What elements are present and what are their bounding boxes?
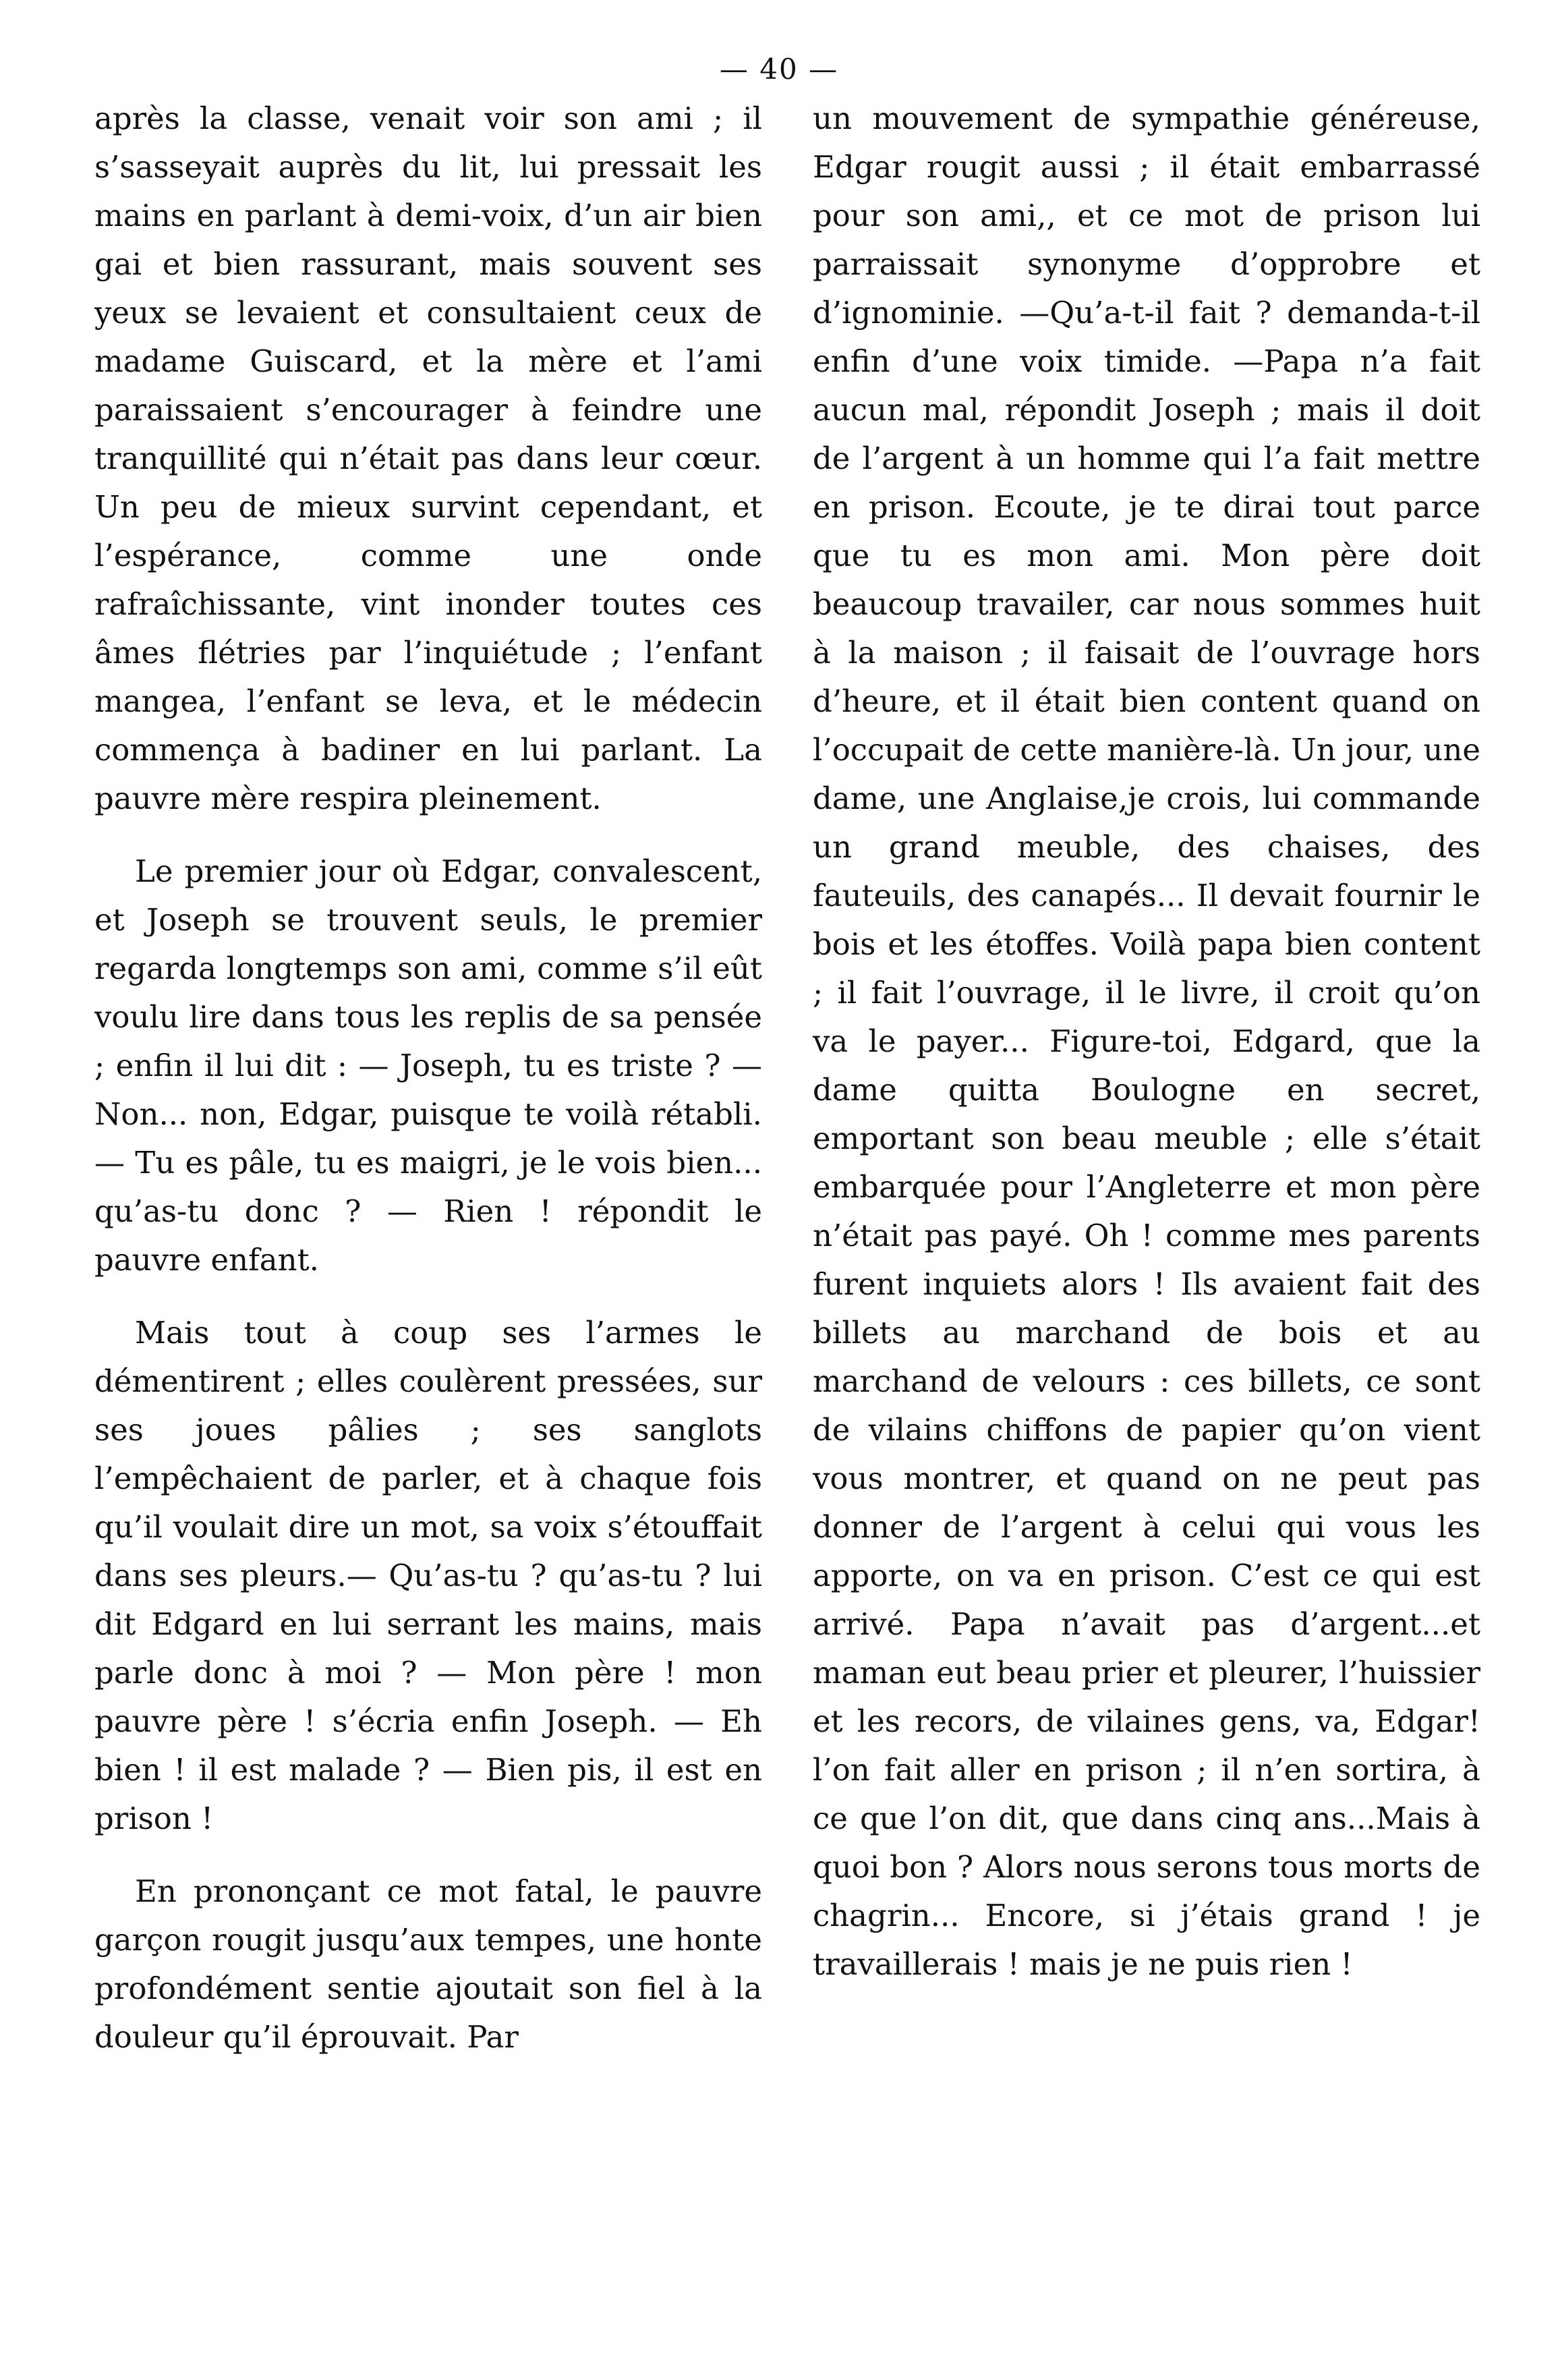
left-paragraph-4: En prononçant ce mot fatal, le pauvre garçon rougit jusqu’aux tempes, une honte profondément sentie ajoutait son fiel à la douleur qu’il éprouvait. Par	[94, 1873, 762, 2055]
page-number: — 40 —	[719, 53, 839, 86]
left-paragraph-2: Le premier jour où Edgar, convalescent, et Joseph se trouvent seuls, le premier regarda longtemps son ami, comme s’il eût voulu lire dans tous les replis de sa pensée ; enfin il lui dit : — Joseph, tu es triste ? — Non... non, Edgar, puisque te voilà rétabli.— Tu es pâle, tu es maigri, je le vois bien... qu’as-tu donc ? — Rien ! répondit le pauvre enfant.	[94, 853, 762, 1278]
left-paragraph-1: après la classe, venait voir son ami ; il s’sasseyait auprès du lit, lui pressait les mains en parlant à demi-voix, d’un air bien gai et bien rassurant, mais souvent ses yeux se levaient et consultaient ceux de madame Guiscard, et la mère et l’ami paraissaient s’encourager à feindre une tranquillité qui n’était pas dans leur cœur. Un peu de mieux survint cependant, et l’espérance, comme une onde rafraîchissante, vint inonder toutes ces âmes flétries par l’inquiétude ; l’enfant mangea, l’enfant se leva, et le médecin commença à badiner en lui parlant. La pauvre mère respira pleinement.	[94, 101, 762, 816]
left-paragraph-3: Mais tout à coup ses l’armes le démentirent ; elles coulèrent pressées, sur ses joues pâlies ; ses sanglots l’empêchaient de parler, et à chaque fois qu’il voulait dire un mot, sa voix s’étouffait dans ses pleurs.— Qu’as-tu ? qu’as-tu ? lui dit Edgard en lui serrant les mains, mais parle donc à moi ? — Mon père ! mon pauvre père ! s’écria enfin Joseph. — Eh bien ! il est malade ? — Bien pis, il est en prison !	[94, 1315, 762, 1836]
right-paragraph-1: un mouvement de sympathie généreuse, Edgar rougit aussi ; il était embarrassé pour son ami,, et ce mot de prison lui parraissait synonyme d’opprobre et d’ignominie. —Qu’a-t-il fait ? demanda-t-il enfin d’une voix timide. —Papa n’a fait aucun mal, répondit Joseph ; mais il doit de l’argent à un homme qui l’a fait mettre en prison. Ecoute, je te dirai tout parce que tu es mon ami. Mon père doit beaucoup travailer, car nous sommes huit à la maison ; il faisait de l’ouvrage hors d’heure, et il était bien content quand on l’occupait de cette manière-là. Un jour, une dame, une Anglaise,je crois, lui commande un grand meuble, des chaises, des fauteuils, des canapés... Il devait fournir le bois et les étoffes. Voilà papa bien content ; il fait l’ouvrage, il le livre, il croit qu’on va le payer... Figure-toi, Edgard, que la dame quitta Boulogne en secret, emportant son beau meuble ; elle s’était embarquée pour l’Angleterre et mon père n’était pas payé. Oh ! comme mes parents furent inquiets alors ! Ils avaient fait des billets au marchand de bois et au marchand de velours : ces billets, ce sont de vilains chiffons de papier qu’on vient vous montrer, et quand on ne peut pas donner de l’argent à celui qui vous les apporte, on va en prison. C’est ce qui est arrivé. Papa n’avait pas d’argent...et maman eut beau prier et pleurer, l’huissier et les recors, de vilaines gens, va, Edgar! l’on fait aller en prison ; il n’en sortira, à ce que l’on dit, que dans cinq ans...Mais à quoi bon ? Alors nous serons tous morts de chagrin... Encore, si j’étais grand ! je travaillerais ! mais je ne puis rien !	[813, 101, 1480, 1982]
right-column	[813, 94, 1480, 2013]
left-column	[94, 94, 762, 2086]
